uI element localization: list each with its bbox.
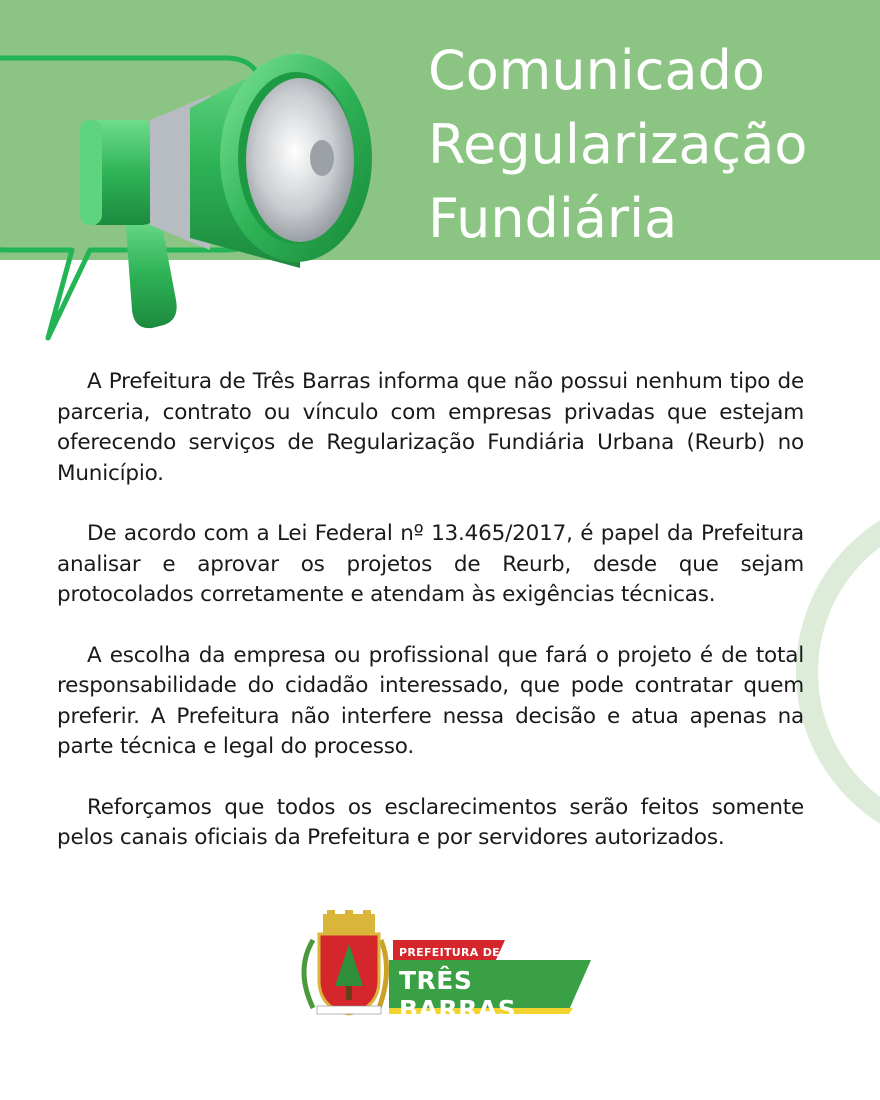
title-line-3: Fundiária [428, 187, 678, 250]
prefeitura-logo [293, 910, 593, 1022]
paragraph-2: De acordo com a Lei Federal nº 13.465/2017, é papel da Prefeitura analisar e aprovar os projetos de Reurb, desde que sejam protocolados corretamente e atendam às exigências técnicas. [57, 521, 804, 607]
paragraph-3: A escolha da empresa ou profissional que fará o projeto é de total responsabilidade do cidadão interessado, que pode contratar quem preferir. A Prefeitura não interfere nessa decisão e atua apenas na parte técnica e legal do processo. [57, 642, 804, 759]
logo-line-1: PREFEITURA DE [399, 946, 500, 959]
logo-line-2: TRÊS BARRAS [399, 966, 517, 1024]
title-line-1: Comunicado [428, 39, 765, 102]
paragraph-1: A Prefeitura de Três Barras informa que não possui nenhum tipo de parceria, contrato ou vínculo com empresas privadas que estejam oferecendo serviços de Regularização Fundiária Urbana (Reurb) no Município. [57, 369, 804, 486]
page-title [428, 34, 807, 256]
announcement-body [57, 367, 804, 884]
paragraph-4: Reforçamos que todos os esclarecimentos serão feitos somente pelos canais oficiais da Prefeitura e por servidores autorizados. [57, 794, 804, 850]
megaphone-icon [0, 0, 400, 350]
title-line-2: Regularização [428, 113, 808, 176]
